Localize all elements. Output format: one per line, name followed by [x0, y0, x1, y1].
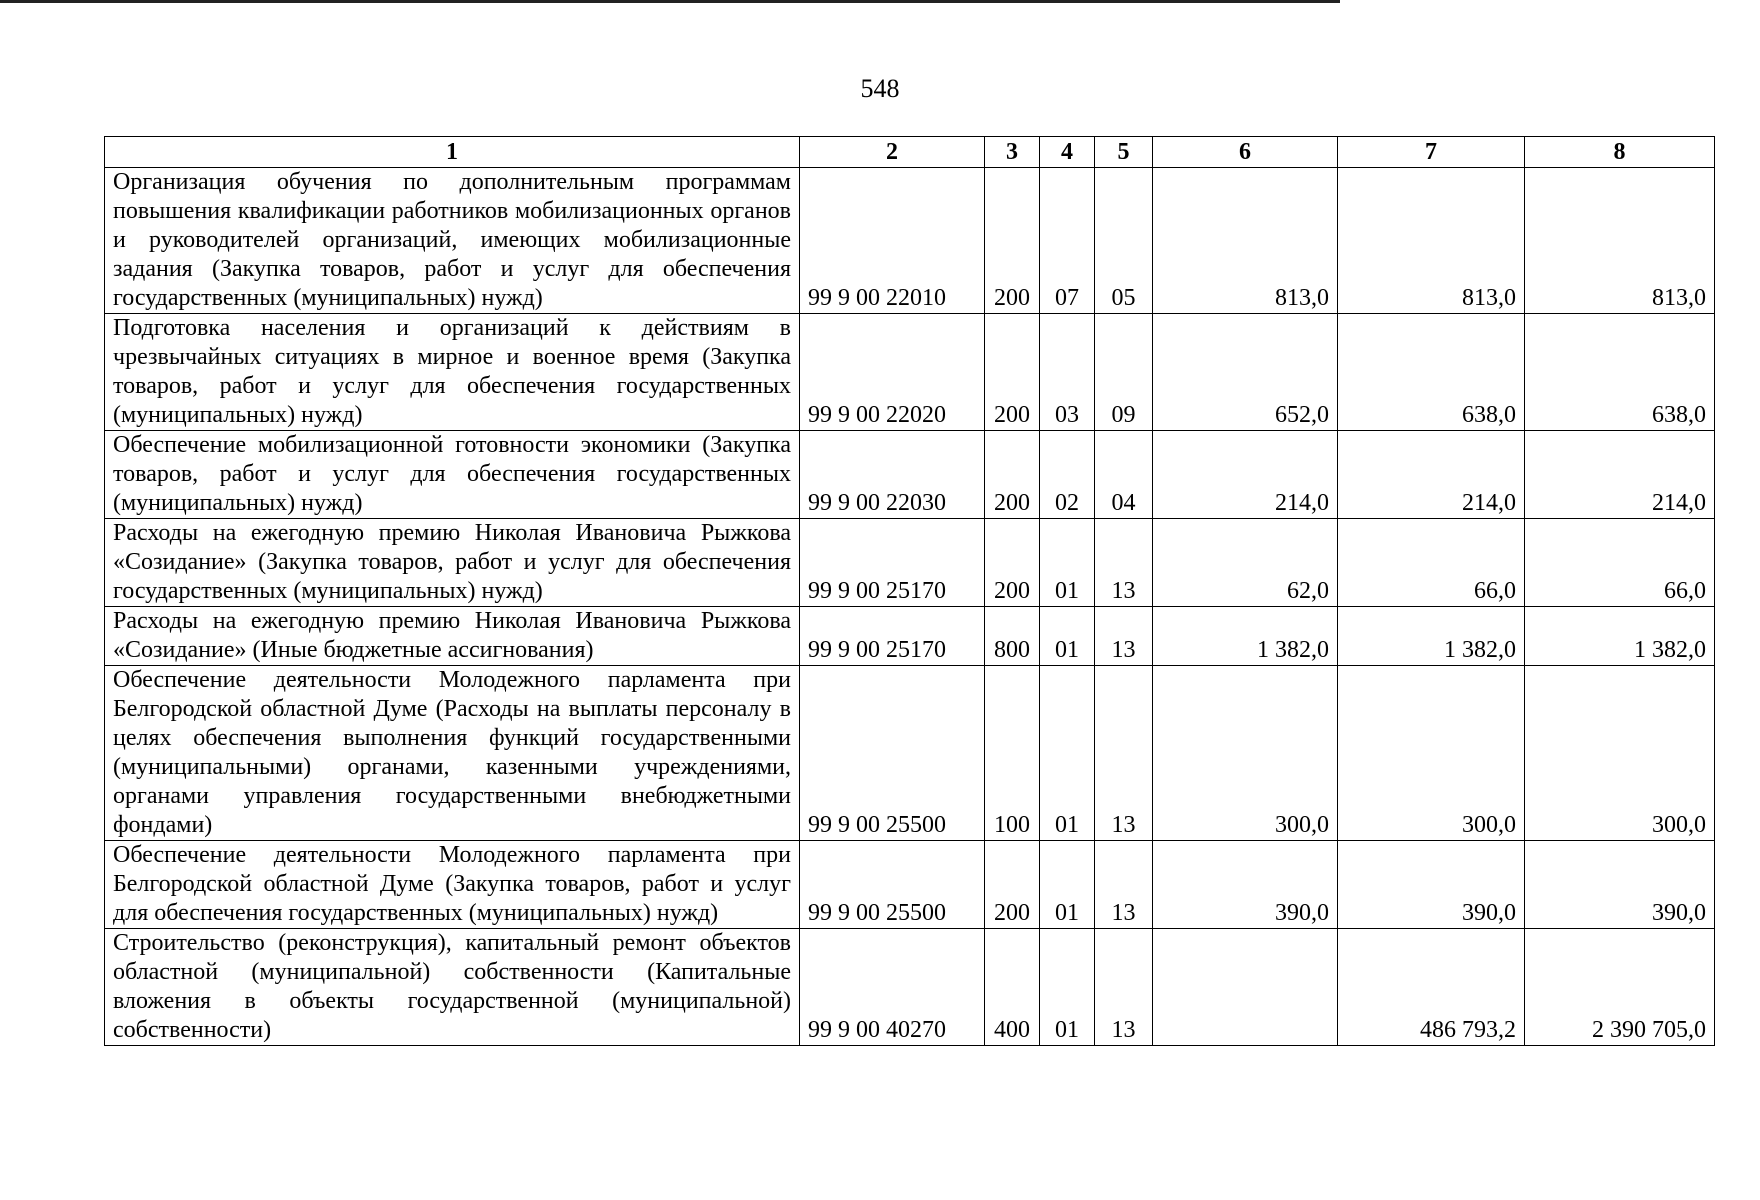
- table-row: [105, 431, 1715, 519]
- row-col-5: 13: [1095, 607, 1153, 666]
- row-code: 99 9 00 22020: [800, 314, 985, 431]
- row-col-4: 01: [1040, 929, 1095, 1046]
- row-description: Строительство (реконструкция), капитальный ремонт объектов областной (муниципальной) собственности (Капитальные вложения в объекты государственной (муниципальной) собственности): [105, 929, 800, 1046]
- page-number: 548: [860, 74, 900, 103]
- row-value-6: 214,0: [1153, 431, 1338, 519]
- row-col-5: 13: [1095, 929, 1153, 1046]
- row-col-5: 13: [1095, 519, 1153, 607]
- header-col-5: 5: [1095, 137, 1153, 168]
- row-description: Обеспечение деятельности Молодежного парламента при Белгородской областной Думе (Расходы на выплаты персоналу в целях обеспечения выполнения функций государственными (муниципальными) органами, казенными учреждениями, органами управления государственными внебюджетными фондами): [105, 666, 800, 841]
- row-description: Расходы на ежегодную премию Николая Ивановича Рыжкова «Созидание» (Иные бюджетные ассигнования): [105, 607, 800, 666]
- table-row: [105, 519, 1715, 607]
- header-col-8: 8: [1525, 137, 1715, 168]
- row-value-8: 66,0: [1525, 519, 1715, 607]
- table-row: [105, 929, 1715, 1046]
- row-value-6: 813,0: [1153, 168, 1338, 314]
- row-col-3: 100: [985, 666, 1040, 841]
- row-col-3: 200: [985, 314, 1040, 431]
- table-row: [105, 607, 1715, 666]
- row-value-7: 300,0: [1338, 666, 1525, 841]
- row-value-6: 390,0: [1153, 841, 1338, 929]
- row-description: Обеспечение деятельности Молодежного парламента при Белгородской областной Думе (Закупка товаров, работ и услуг для обеспечения государственных (муниципальных) нужд): [105, 841, 800, 929]
- table-row: [105, 666, 1715, 841]
- row-value-7: 214,0: [1338, 431, 1525, 519]
- row-value-8: 1 382,0: [1525, 607, 1715, 666]
- row-col-3: 200: [985, 519, 1040, 607]
- row-code: 99 9 00 25500: [800, 666, 985, 841]
- row-col-4: 01: [1040, 607, 1095, 666]
- row-code: 99 9 00 25170: [800, 519, 985, 607]
- top-rule: [0, 0, 1340, 3]
- row-code: 99 9 00 25170: [800, 607, 985, 666]
- row-value-8: 214,0: [1525, 431, 1715, 519]
- row-value-7: 66,0: [1338, 519, 1525, 607]
- row-value-7: 638,0: [1338, 314, 1525, 431]
- row-value-8: 300,0: [1525, 666, 1715, 841]
- row-value-6: 62,0: [1153, 519, 1338, 607]
- row-col-4: 07: [1040, 168, 1095, 314]
- row-col-4: 02: [1040, 431, 1095, 519]
- row-col-4: 03: [1040, 314, 1095, 431]
- row-code: 99 9 00 22010: [800, 168, 985, 314]
- row-description: Организация обучения по дополнительным программам повышения квалификации работников мобилизационных органов и руководителей организаций, имеющих мобилизационные задания (Закупка товаров, работ и услуг для обеспечения государственных (муниципальных) нужд): [105, 168, 800, 314]
- header-row: [105, 137, 1715, 168]
- row-col-3: 400: [985, 929, 1040, 1046]
- row-col-4: 01: [1040, 841, 1095, 929]
- row-col-3: 800: [985, 607, 1040, 666]
- row-code: 99 9 00 22030: [800, 431, 985, 519]
- row-col-4: 01: [1040, 519, 1095, 607]
- row-col-3: 200: [985, 168, 1040, 314]
- header-col-4: 4: [1040, 137, 1095, 168]
- row-code: 99 9 00 40270: [800, 929, 985, 1046]
- row-value-8: 390,0: [1525, 841, 1715, 929]
- row-value-6: 652,0: [1153, 314, 1338, 431]
- budget-table: [104, 136, 1715, 1046]
- row-value-8: 638,0: [1525, 314, 1715, 431]
- table-row: [105, 168, 1715, 314]
- row-description: Подготовка населения и организаций к действиям в чрезвычайных ситуациях в мирное и военное время (Закупка товаров, работ и услуг для обеспечения государственных (муниципальных) нужд): [105, 314, 800, 431]
- row-description: Расходы на ежегодную премию Николая Ивановича Рыжкова «Созидание» (Закупка товаров, работ и услуг для обеспечения государственных (муниципальных) нужд): [105, 519, 800, 607]
- header-col-2: 2: [800, 137, 985, 168]
- row-value-8: 2 390 705,0: [1525, 929, 1715, 1046]
- row-value-7: 486 793,2: [1338, 929, 1525, 1046]
- row-value-6: [1153, 929, 1338, 1046]
- table-row: [105, 841, 1715, 929]
- row-value-6: 300,0: [1153, 666, 1338, 841]
- row-description: Обеспечение мобилизационной готовности экономики (Закупка товаров, работ и услуг для обеспечения государственных (муниципальных) нужд): [105, 431, 800, 519]
- header-col-3: 3: [985, 137, 1040, 168]
- row-col-5: 04: [1095, 431, 1153, 519]
- row-col-3: 200: [985, 431, 1040, 519]
- row-value-7: 1 382,0: [1338, 607, 1525, 666]
- header-col-1: 1: [105, 137, 800, 168]
- row-value-8: 813,0: [1525, 168, 1715, 314]
- row-col-4: 01: [1040, 666, 1095, 841]
- row-code: 99 9 00 25500: [800, 841, 985, 929]
- table-row: [105, 314, 1715, 431]
- row-value-7: 390,0: [1338, 841, 1525, 929]
- row-col-5: 13: [1095, 841, 1153, 929]
- row-value-6: 1 382,0: [1153, 607, 1338, 666]
- row-col-5: 05: [1095, 168, 1153, 314]
- row-col-5: 09: [1095, 314, 1153, 431]
- row-value-7: 813,0: [1338, 168, 1525, 314]
- header-col-7: 7: [1338, 137, 1525, 168]
- row-col-5: 13: [1095, 666, 1153, 841]
- row-col-3: 200: [985, 841, 1040, 929]
- header-col-6: 6: [1153, 137, 1338, 168]
